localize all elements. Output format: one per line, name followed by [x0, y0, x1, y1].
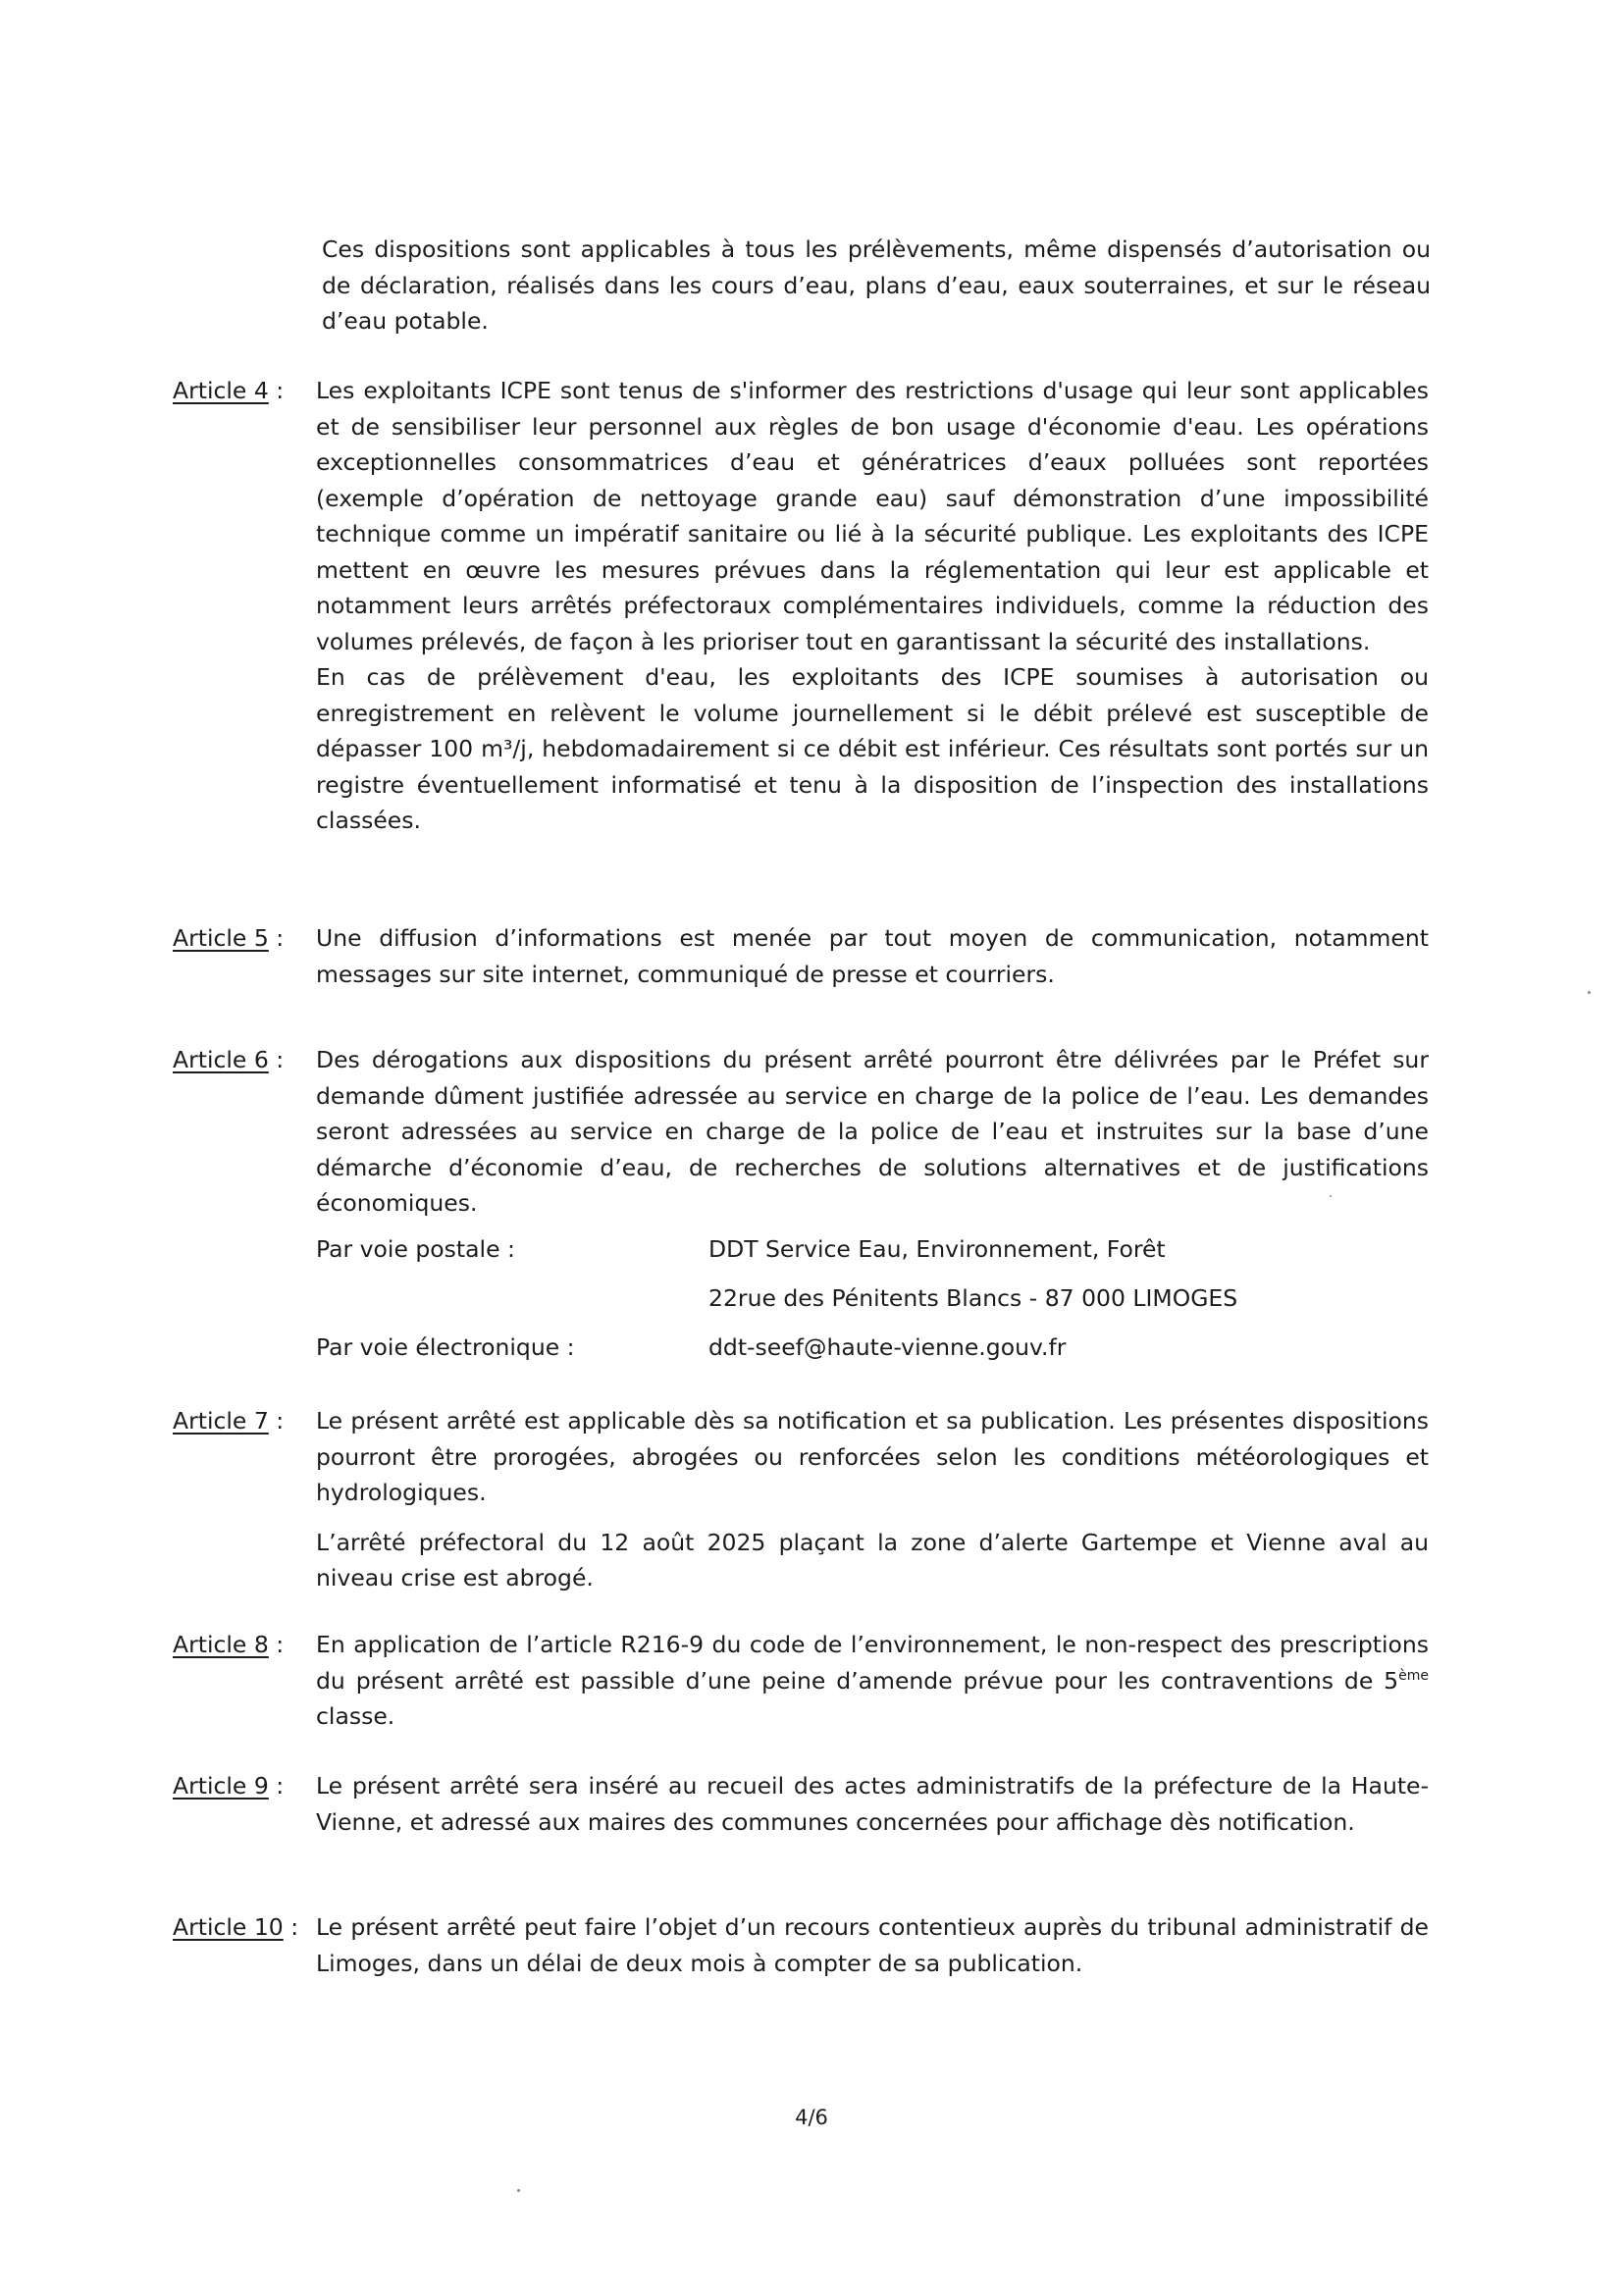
article-8-label [173, 1627, 284, 1663]
postal-row [316, 1231, 1429, 1280]
article-label-text: Article 5 [173, 924, 269, 952]
scan-speck [517, 2189, 520, 2192]
article-8-text-end: classe. [316, 1702, 395, 1730]
postal-address-line-1: DDT Service Eau, Environnement, Forêt [708, 1235, 1166, 1263]
article-4-label [173, 373, 284, 409]
article-label-text: Article 8 [173, 1631, 269, 1658]
article-label-text: Article 10 [173, 1913, 284, 1941]
article-7-paragraph-2: L’arrêté préfectoral du 12 août 2025 plaçant la zone d’alerte Gartempe et Vienne aval au niveau crise est abrogé. [316, 1528, 1429, 1592]
postal-row-2 [316, 1280, 1429, 1330]
ordinal-superscript: ème [1398, 1667, 1429, 1684]
article-6-paragraph-1: Des dérogations aux dispositions du présent arrêté pourront être délivrées par le Préfet sur demande dûment justifiée adressée au service en charge de la police de l’eau. Les demandes seront adressées au service en charge de la police de l’eau et instruites sur la base d’une démarche d’économie d’eau, de recherches de solutions alternatives et de justifications économiques. [316, 1046, 1429, 1217]
article-7-paragraph-1: Le présent arrêté est applicable dès sa notification et sa publication. Les présentes dispositions pourront être prorogées, abrogées ou renforcées selon les conditions météorologiques et hydrologiques. [316, 1407, 1429, 1506]
intro-paragraph: Ces dispositions sont applicables à tous les prélèvements, même dispensés d’autorisation ou de déclaration, réalisés dans les cours d’eau, plans d’eau, eaux souterraines, et sur le réseau d’eau potable. [322, 235, 1431, 335]
email-row [316, 1330, 1429, 1379]
article-4-paragraph-2: En cas de prélèvement d'eau, les exploitants des ICPE soumises à autorisation ou enregistrement en relèvent le volume journellement si le débit prélevé est susceptible de dépasser 100 m³/j, hebdomadairement si ce débit est inférieur. Ces résultats sont portés sur un registre éventuellement informatisé et tenu à la disposition de l’inspection des installations classées. [316, 663, 1429, 834]
scan-speck [1330, 1195, 1332, 1197]
article-label-colon: : [268, 1631, 285, 1658]
email-label: Par voie électronique : [316, 1333, 575, 1361]
article-10-paragraph-1: Le présent arrêté peut faire l’objet d’un recours contentieux auprès du tribunal administratif de Limoges, dans un délai de deux mois à compter de sa publication. [316, 1913, 1429, 1977]
article-5-paragraph-1: Une diffusion d’informations est menée par tout moyen de communication, notamment messages sur site internet, communiqué de presse et courriers. [316, 924, 1429, 988]
contact-block [316, 1231, 1429, 1379]
article-10-body [316, 1909, 1429, 1981]
article-label-text: Article 6 [173, 1046, 269, 1073]
scan-speck [1588, 991, 1591, 994]
article-label-colon: : [283, 1913, 299, 1941]
article-9-paragraph-1: Le présent arrêté sera inséré au recueil des actes administratifs de la préfecture de la Haute-Vienne, et adressé aux maires des communes concernées pour affichage dès notification. [316, 1772, 1429, 1836]
article-9-body [316, 1768, 1429, 1840]
article-label-colon: : [268, 1772, 285, 1800]
article-4-paragraph-1: Les exploitants ICPE sont tenus de s'informer des restrictions d'usage qui leur sont applicables et de sensibiliser leur personnel aux règles de bon usage d'économie d'eau. Les opérations exceptionnelles consommatrices d’eau et génératrices d’eaux polluées sont reportées (exemple d’opération de nettoyage grande eau) sauf démonstration d’une impossibilité technique comme un impératif sanitaire ou lié à la sécurité publique. Les exploitants des ICPE mettent en œuvre les mesures prévues dans la réglementation qui leur est applicable et notamment leurs arrêtés préfectoraux complémentaires individuels, comme la réduction des volumes prélevés, de façon à les prioriser tout en garantissant la sécurité des installations. [316, 377, 1429, 655]
article-label-colon: : [268, 377, 285, 404]
postal-address-line-2: 22rue des Pénitents Blancs - 87 000 LIMOGES [708, 1284, 1238, 1312]
article-10-label [173, 1909, 298, 1946]
postal-label: Par voie postale : [316, 1235, 515, 1263]
article-label-colon: : [268, 1046, 285, 1073]
article-label-colon: : [268, 924, 285, 952]
article-8-body [316, 1627, 1429, 1735]
page-number: 4/6 [795, 2106, 828, 2129]
article-7-label [173, 1403, 284, 1439]
article-6-body [316, 1042, 1429, 1222]
article-6-label [173, 1042, 284, 1078]
article-7-body [316, 1403, 1429, 1596]
article-5-body [316, 920, 1429, 992]
article-label-text: Article 4 [173, 377, 269, 404]
email-address: ddt-seef@haute-vienne.gouv.fr [708, 1333, 1067, 1361]
article-9-label [173, 1768, 284, 1804]
article-8-text: En application de l’article R216-9 du code de l’environnement, le non-respect des prescriptions du présent arrêté est passible d’une peine d’amende prévue pour les contraventions de 5 [316, 1631, 1429, 1695]
article-5-label [173, 920, 284, 957]
article-label-colon: : [268, 1407, 285, 1435]
article-label-text: Article 7 [173, 1407, 269, 1435]
article-label-text: Article 9 [173, 1772, 269, 1800]
article-8-paragraph-1 [316, 1627, 1429, 1735]
article-4-body [316, 373, 1429, 839]
